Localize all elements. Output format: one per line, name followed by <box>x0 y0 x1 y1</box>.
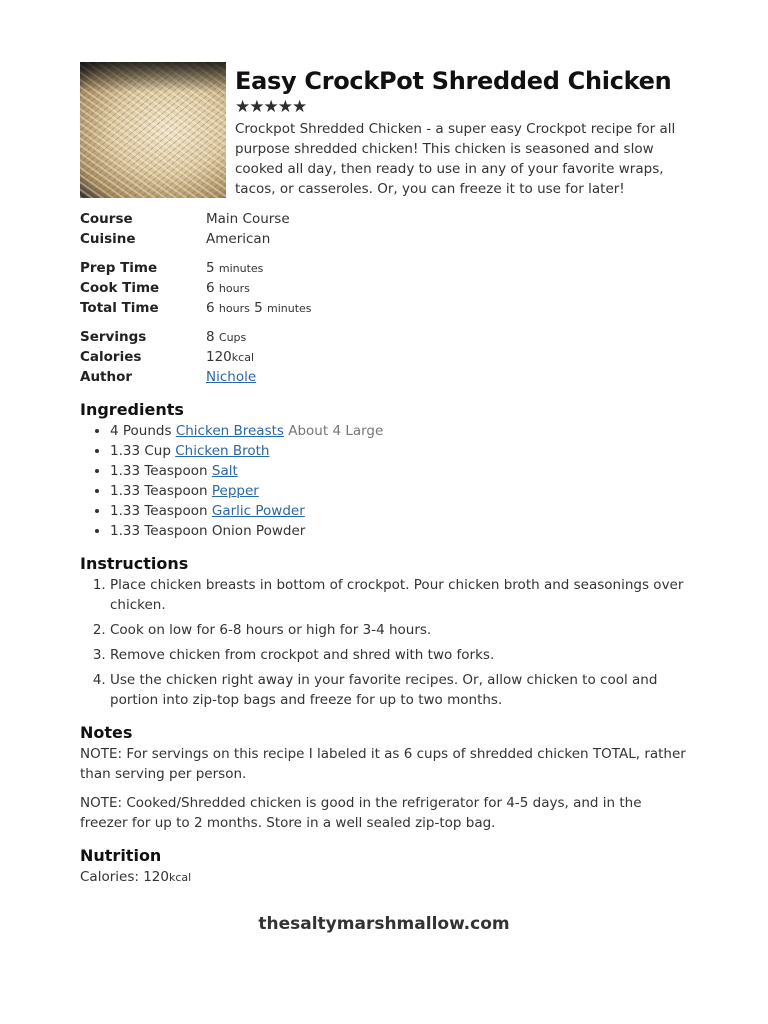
cook-time-number: 6 <box>206 280 215 296</box>
ingredient-item <box>110 481 692 501</box>
nutrition-calories-label: Calories: <box>80 869 139 885</box>
note-paragraph: NOTE: For servings on this recipe I labeled it as 6 cups of shredded chicken TOTAL, rather than serving per person. <box>80 746 686 782</box>
ingredients-section <box>80 399 692 541</box>
ingredient-amount: 4 <box>110 423 119 439</box>
ingredient-unit: Teaspoon <box>144 463 208 479</box>
cuisine-label: Cuisine <box>80 231 136 247</box>
nutrition-calories-unit: kcal <box>168 871 192 884</box>
site-footer: thesaltymarshmallow.com <box>258 914 510 934</box>
cook-time-label: Cook Time <box>80 280 160 296</box>
nutrition-calories <box>80 867 692 888</box>
meta-author <box>80 367 692 387</box>
ingredient-item <box>110 421 692 441</box>
meta-group-times <box>80 258 692 318</box>
meta-course <box>80 209 692 229</box>
instruction-step: 4. Use the chicken right away in your favorite recipes. Or, allow chicken to cool and portion into zip-top bags and freeze for up to two months. <box>110 670 692 710</box>
cook-time-unit: hours <box>218 282 250 295</box>
prep-time-label: Prep Time <box>80 260 158 276</box>
recipe-card <box>80 62 692 888</box>
nutrition-calories-value: 120 <box>143 869 169 885</box>
ingredients-list <box>80 421 692 541</box>
meta-group-info <box>80 327 692 387</box>
course-label: Course <box>80 211 133 227</box>
ingredient-amount: 1.33 <box>110 503 141 519</box>
ingredient-link-chicken-breasts[interactable]: Chicken Breasts <box>175 423 284 439</box>
total-hours-number: 6 <box>206 300 215 316</box>
ingredients-heading: Ingredients <box>80 400 184 419</box>
ingredient-item <box>110 441 692 461</box>
instructions-list <box>80 575 692 710</box>
prep-time-unit: minutes <box>218 262 264 275</box>
ingredient-unit: Teaspoon <box>144 503 208 519</box>
servings-unit: Cups <box>218 331 247 344</box>
note-paragraph: NOTE: Cooked/Shredded chicken is good in the refrigerator for 4-5 days, and in the freezer for up to 2 months. Store in a well sealed zip-top bag. <box>80 795 642 831</box>
recipe-photo <box>80 62 226 198</box>
ingredient-link-garlic-powder[interactable]: Garlic Powder <box>211 503 305 519</box>
nutrition-heading: Nutrition <box>80 846 162 865</box>
ingredient-link-salt[interactable]: Salt <box>211 463 238 479</box>
total-minutes-number: 5 <box>254 300 263 316</box>
prep-time-number: 5 <box>206 260 215 276</box>
ingredient-item <box>110 501 692 521</box>
ingredient-link-chicken-broth[interactable]: Chicken Broth <box>175 443 270 459</box>
cook-time-value <box>206 278 250 298</box>
course-value: Main Course <box>206 211 290 227</box>
instruction-step: 2. Cook on low for 6-8 hours or high for 3-4 hours. <box>110 620 692 640</box>
calories-unit: kcal <box>231 351 254 364</box>
author-link[interactable]: Nichole <box>206 369 257 385</box>
recipe-head-text <box>235 62 692 199</box>
author-value <box>206 367 256 387</box>
ingredient-unit: Teaspoon <box>144 523 208 539</box>
star-rating-icon: ★★★★★ <box>235 97 307 117</box>
servings-value <box>206 327 246 347</box>
ingredient-amount: 1.33 <box>110 463 141 479</box>
total-time-label: Total Time <box>80 300 159 316</box>
ingredient-item <box>110 521 692 541</box>
ingredient-amount: 1.33 <box>110 523 141 539</box>
ingredient-item <box>110 461 692 481</box>
total-hours-unit: hours <box>218 302 250 315</box>
recipe-header <box>80 62 692 199</box>
ingredient-unit: Cup <box>144 443 171 459</box>
notes-section <box>80 722 692 833</box>
total-minutes-unit: minutes <box>267 302 312 315</box>
calories-label: Calories <box>80 349 142 365</box>
total-time-value <box>206 298 312 318</box>
recipe-meta <box>80 209 692 387</box>
meta-prep-time <box>80 258 692 278</box>
meta-cook-time <box>80 278 692 298</box>
notes-heading: Notes <box>80 723 133 742</box>
recipe-summary: Crockpot Shredded Chicken - a super easy Crockpot recipe for all purpose shredded chicken! This chicken is seasoned and slow cooked all day, then ready to use in any of your favorite wraps, tacos, or casseroles. Or, you can freeze it to use for later! <box>235 121 676 197</box>
meta-servings <box>80 327 692 347</box>
instruction-step: 3. Remove chicken from crockpot and shred with two forks. <box>110 645 692 665</box>
recipe-title: Easy CrockPot Shredded Chicken <box>235 67 672 95</box>
ingredient-amount: 1.33 <box>110 483 141 499</box>
ingredient-link-pepper[interactable]: Pepper <box>211 483 259 499</box>
ingredient-name: Onion Powder <box>211 523 306 539</box>
author-label: Author <box>80 369 133 385</box>
meta-calories <box>80 347 692 367</box>
instructions-section <box>80 553 692 710</box>
ingredient-amount: 1.33 <box>110 443 141 459</box>
instructions-heading: Instructions <box>80 554 189 573</box>
nutrition-section <box>80 845 692 888</box>
calories-number: 120 <box>206 349 232 365</box>
meta-total-time <box>80 298 692 318</box>
ingredient-unit: Teaspoon <box>144 483 208 499</box>
prep-time-value <box>206 258 263 278</box>
meta-cuisine <box>80 229 692 249</box>
cuisine-value: American <box>206 231 271 247</box>
ingredient-unit: Pounds <box>122 423 172 439</box>
calories-value <box>206 347 254 367</box>
instruction-step: 1. Place chicken breasts in bottom of crockpot. Pour chicken broth and seasonings over chicken. <box>110 575 692 615</box>
servings-label: Servings <box>80 329 147 345</box>
ingredient-note: About 4 Large <box>288 423 384 439</box>
servings-number: 8 <box>206 329 215 345</box>
meta-group-category <box>80 209 692 249</box>
